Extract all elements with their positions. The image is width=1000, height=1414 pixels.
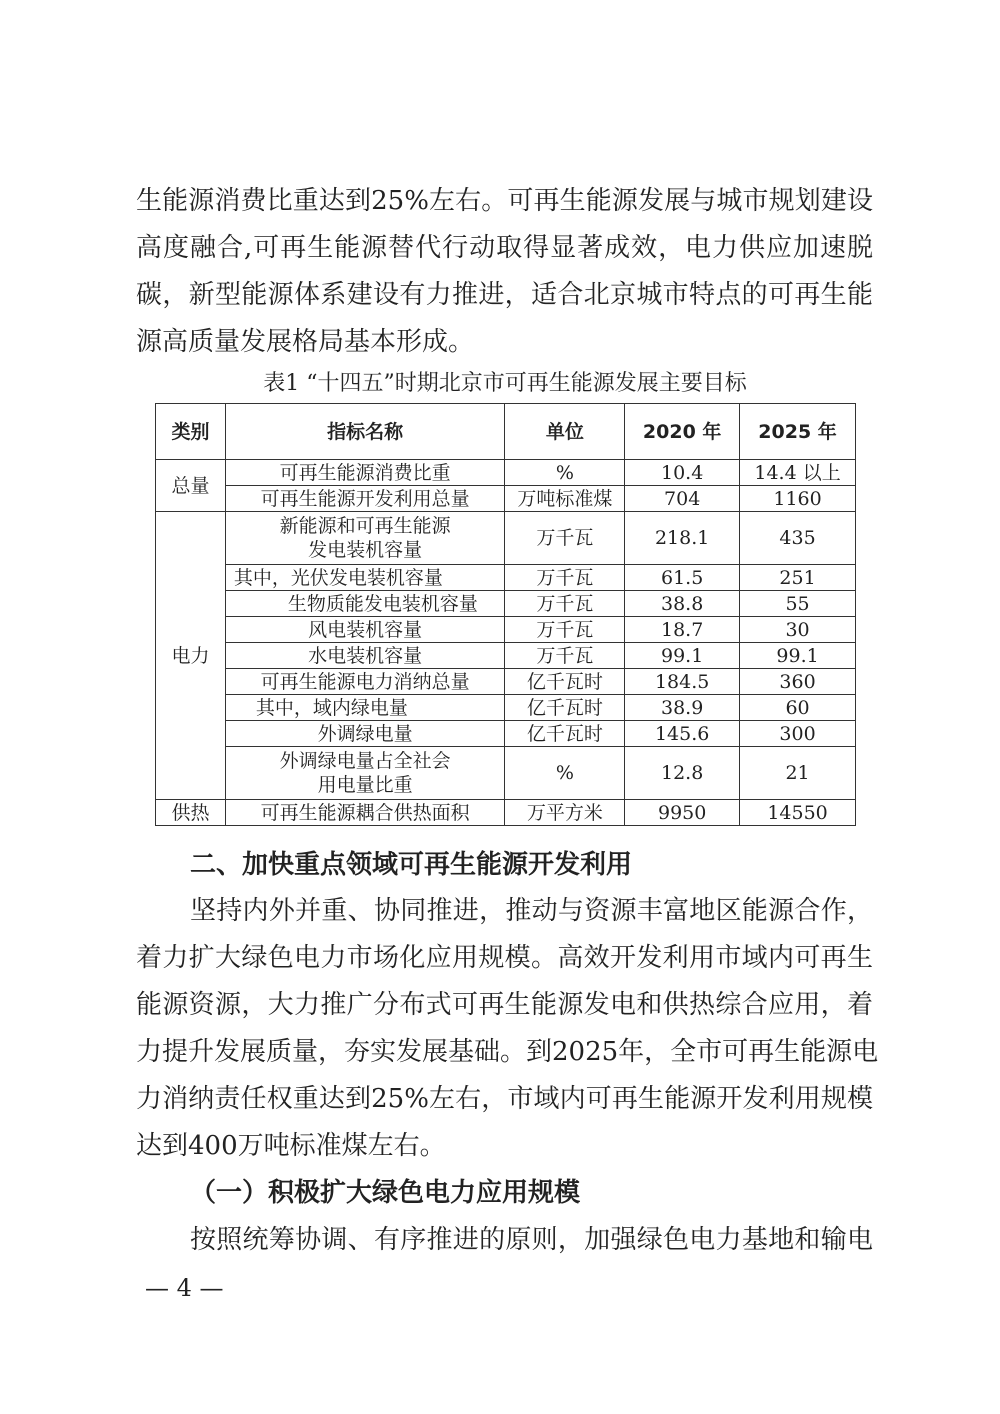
text-line: 力提升发展质量，夯实发展基础。到2025年，全市可再生能源电 [136, 1037, 879, 1067]
value-2020-cell: 218.1 [625, 512, 740, 565]
table-row [156, 565, 856, 591]
text-line: 碳，新型能源体系建设有力推进，适合北京城市特点的可再生能 [136, 280, 873, 310]
header-2025: 2025 年 [740, 404, 856, 460]
value-2025-cell: 14.4 以上 [740, 460, 856, 486]
value-2025-cell: 360 [740, 669, 856, 695]
text-line: 能源资源，大力推广分布式可再生能源发电和供热综合应用，着 [136, 990, 873, 1020]
text-line: 着力扩大绿色电力市场化应用规模。高效开发利用市域内可再生 [136, 943, 873, 973]
indicator-cell: 生物质能发电装机容量 [225, 591, 505, 617]
value-2020-cell: 12.8 [625, 747, 740, 800]
table-row [156, 669, 856, 695]
header-category: 类别 [156, 404, 226, 460]
unit-cell: % [505, 460, 625, 486]
table-row [156, 643, 856, 669]
category-cell: 电力 [156, 512, 226, 800]
indicator-cell: 可再生能源开发利用总量 [225, 486, 505, 512]
table-row [156, 695, 856, 721]
value-2025-cell: 55 [740, 591, 856, 617]
unit-cell: 亿千瓦时 [505, 721, 625, 747]
unit-cell: % [505, 747, 625, 800]
indicator-cell [225, 512, 505, 565]
text-line: 按照统筹协调、有序推进的原则，加强绿色电力基地和输电 [190, 1225, 873, 1255]
text-line: 源高质量发展格局基本形成。 [136, 327, 475, 357]
unit-cell: 万千瓦 [505, 512, 625, 565]
value-2020-cell: 18.7 [625, 617, 740, 643]
table-caption: 表1 “十四五”时期北京市可再生能源发展主要目标 [263, 371, 747, 396]
category-cell: 总量 [156, 460, 226, 512]
section-heading: 二、加快重点领域可再生能源开发利用 [190, 850, 633, 880]
header-unit: 单位 [505, 404, 625, 460]
unit-cell: 万吨标准煤 [505, 486, 625, 512]
indicator-cell: 可再生能源电力消纳总量 [225, 669, 505, 695]
text-line: 坚持内外并重、协同推进，推动与资源丰富地区能源合作， [190, 896, 873, 926]
value-2020-cell: 38.9 [625, 695, 740, 721]
table-row [156, 721, 856, 747]
value-2020-cell: 38.8 [625, 591, 740, 617]
value-2025-cell: 14550 [740, 800, 856, 826]
value-2025-cell: 1160 [740, 486, 856, 512]
table-row [156, 747, 856, 800]
indicator-line: 发电装机容量 [308, 539, 423, 561]
text-line: 力消纳责任权重达到25%左右，市域内可再生能源开发利用规模 [136, 1084, 873, 1114]
value-2020-cell: 99.1 [625, 643, 740, 669]
indicator-cell: 水电装机容量 [225, 643, 505, 669]
table-row [156, 486, 856, 512]
value-2020-cell: 145.6 [625, 721, 740, 747]
header-indicator: 指标名称 [225, 404, 505, 460]
indicator-line: 新能源和可再生能源 [279, 515, 451, 537]
text-line: 高度融合,可再生能源替代行动取得显著成效，电力供应加速脱 [136, 233, 873, 263]
value-2025-cell: 60 [740, 695, 856, 721]
indicator-line: 用电量比重 [317, 774, 413, 796]
category-cell: 供热 [156, 800, 226, 826]
value-2025-cell: 251 [740, 565, 856, 591]
value-2025-cell: 30 [740, 617, 856, 643]
text-line: 生能源消费比重达到25%左右。可再生能源发展与城市规划建设 [136, 186, 873, 216]
indicator-cell: 其中，光伏发电装机容量 [225, 565, 505, 591]
unit-cell: 亿千瓦时 [505, 695, 625, 721]
table-row [156, 617, 856, 643]
indicator-cell: 其中，域内绿电量 [225, 695, 505, 721]
value-2025-cell: 21 [740, 747, 856, 800]
indicator-cell: 可再生能源消费比重 [225, 460, 505, 486]
unit-cell: 万千瓦 [505, 591, 625, 617]
value-2025-cell: 435 [740, 512, 856, 565]
value-2020-cell: 61.5 [625, 565, 740, 591]
table-row [156, 460, 856, 486]
value-2020-cell: 9950 [625, 800, 740, 826]
unit-cell: 万千瓦 [505, 617, 625, 643]
table-row [156, 800, 856, 826]
indicator-cell: 可再生能源耦合供热面积 [225, 800, 505, 826]
table-row [156, 591, 856, 617]
page-number: — 4 — [145, 1274, 224, 1302]
text-line: 达到400万吨标准煤左右。 [136, 1131, 446, 1161]
indicator-line: 外调绿电量占全社会 [279, 750, 451, 772]
value-2020-cell: 704 [625, 486, 740, 512]
unit-cell: 万千瓦 [505, 643, 625, 669]
value-2025-cell: 300 [740, 721, 856, 747]
unit-cell: 亿千瓦时 [505, 669, 625, 695]
indicator-cell: 风电装机容量 [225, 617, 505, 643]
unit-cell: 万平方米 [505, 800, 625, 826]
table-row [156, 512, 856, 565]
header-2020: 2020 年 [625, 404, 740, 460]
indicator-cell [225, 747, 505, 800]
value-2020-cell: 10.4 [625, 460, 740, 486]
value-2025-cell: 99.1 [740, 643, 856, 669]
targets-table [155, 403, 856, 826]
value-2020-cell: 184.5 [625, 669, 740, 695]
unit-cell: 万千瓦 [505, 565, 625, 591]
subsection-heading: （一）积极扩大绿色电力应用规模 [190, 1178, 581, 1208]
indicator-cell: 外调绿电量 [225, 721, 505, 747]
table-header-row [156, 404, 856, 460]
